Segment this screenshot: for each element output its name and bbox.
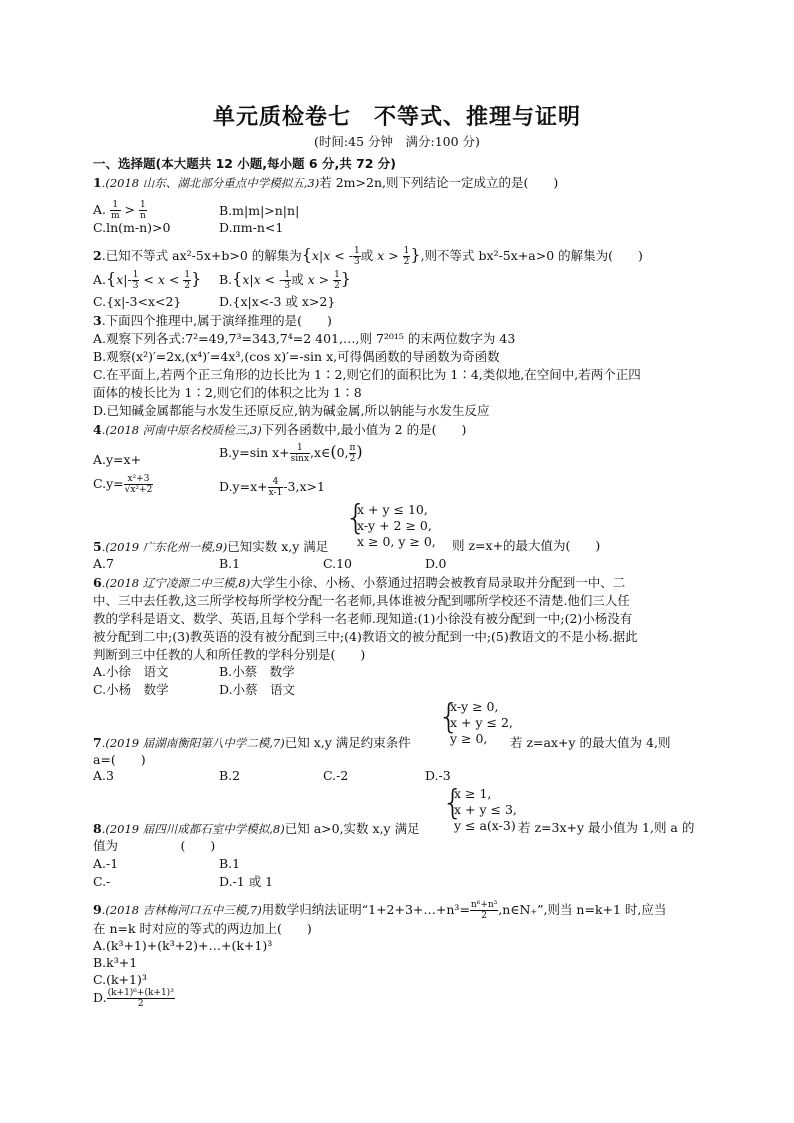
- question-5-tail: 则 z=x+的最大值为( ): [452, 538, 601, 553]
- q5-option-d: D.0: [425, 556, 447, 571]
- question-number: 5: [93, 539, 102, 554]
- q1-option-b: B.m|m|>n|n|: [219, 203, 300, 218]
- question-number: 4: [93, 422, 102, 437]
- q1-option-c: C.ln(m-n)>0: [93, 220, 171, 235]
- q6-option-b: B.小蔡 数学: [219, 664, 295, 679]
- q4-option-a: A.y=x+: [93, 452, 142, 467]
- option-tail: ,x∈: [310, 445, 331, 460]
- fraction-1-over-m: $\frac{1}{m}$: [111, 200, 120, 221]
- question-9: [93, 900, 713, 921]
- question-6: [93, 574, 705, 592]
- question-8: [93, 820, 443, 838]
- q5-constraint-2: x-y + 2 ≥ 0,: [357, 518, 432, 533]
- q7-constraint-2: x + y ≤ 2,: [450, 715, 513, 730]
- q7-option-d: D.-3: [425, 768, 451, 783]
- system-brace: {: [442, 783, 464, 823]
- question-source: .(2018 吉林梅河口五中三模,7): [101, 903, 262, 917]
- question-stem: 已知 a>0,实数 x,y 满足: [284, 821, 420, 836]
- q2-option-d: D.{x|x<-3 或 x>2}: [219, 294, 336, 309]
- option-text: C.y=: [93, 476, 124, 491]
- question-number: 2: [93, 248, 102, 263]
- q3-option-c-line2: 面体的棱长比为 1∶2,则它们的体积之比为 1∶8: [93, 385, 362, 400]
- question-number: 6: [93, 575, 102, 590]
- q5-option-a: A.7: [93, 556, 114, 571]
- q5-option-b: B.1: [219, 556, 241, 571]
- option-tail: -3,x>1: [283, 479, 325, 494]
- question-source: .(2019 届湖南衡阳第八中学二模,7): [101, 736, 285, 750]
- question-4: [93, 421, 705, 439]
- question-stem: 若 2m>2n,则下列结论一定成立的是( ): [319, 175, 559, 190]
- q6-option-d: D.小蔡 语文: [219, 682, 296, 697]
- question-source: .(2018 河南中原名校质检三,3): [101, 423, 262, 437]
- question-stem: .已知不等式 ax²-5x+b>0 的解集为: [101, 248, 302, 263]
- question-number: 3: [93, 313, 102, 328]
- question-7-answer-stem: a=( ): [93, 752, 146, 767]
- q2-option-c: C.{x|-3<x<2}: [93, 294, 182, 309]
- question-8-tail: 若 z=3x+y 最小值为 1,则 a 的: [518, 820, 695, 835]
- q8-constraint-3: y ≤ a(x-3): [454, 818, 516, 833]
- q7-option-a: A.3: [93, 768, 114, 783]
- q6-line-2: 中、三中去任教,这三所学校每所学校分配一名老师,具体谁被分配到哪所学校还不清楚.他们三人任: [93, 593, 630, 608]
- option-text: B.y=sin x+: [219, 445, 290, 460]
- question-source: .(2018 辽宁凌源二中三模,8): [101, 576, 251, 590]
- q2-option-b: B.{x|x < - $\frac{1}{3}$ 或 x > $\frac{1}{2}$ }: [219, 269, 351, 291]
- q8-option-b: B.1: [219, 856, 241, 871]
- question-source: .(2019 广东化州一模,9): [101, 540, 228, 554]
- question-source: .(2019 届四川成都石室中学模拟,8): [101, 822, 285, 836]
- q4-option-d: [219, 477, 325, 498]
- question-stem: 用数学归纳法证明“1+2+3+…+n³=: [261, 902, 470, 917]
- fraction: $\frac{\text{x²+3}}{\text{√x²+2}}$: [124, 474, 153, 495]
- question-number: 1: [93, 175, 102, 190]
- q5-option-c: C.10: [323, 556, 352, 571]
- question-9-line-2: 在 n=k 时对应的等式的两边加上( ): [93, 921, 312, 936]
- q1-option-d: D.πm-n<1: [219, 220, 284, 235]
- q9-option-c: C.(k+1)³: [93, 972, 147, 987]
- question-8-answer-stem: 值为 ( ): [93, 838, 216, 853]
- q3-option-c-line1: C.在平面上,若两个正三角形的边长比为 1∶2,则它们的面积比为 1∶4,类似地,在空间中,若两个正四: [93, 367, 641, 382]
- q7-constraint-3: y ≥ 0,: [450, 731, 488, 746]
- q8-option-c: C.-: [93, 874, 111, 889]
- q8-constraint-1: x ≥ 1,: [454, 786, 492, 801]
- q8-option-d: D.-1 或 1: [219, 874, 274, 889]
- question-3: [93, 312, 705, 330]
- q2-option-a: A.{x|- $\frac{1}{3}$ < x < $\frac{1}{2}$ }: [93, 269, 202, 291]
- question-number: 7: [93, 735, 102, 750]
- page-title: 单元质检卷七 不等式、推理与证明: [212, 105, 581, 130]
- question-5: [93, 538, 393, 556]
- question-1: [93, 174, 705, 192]
- system-brace: {: [438, 697, 460, 737]
- q9-option-a: A.(k³+1)+(k³+2)+…+(k+1)³: [93, 938, 273, 953]
- question-number: 8: [93, 821, 102, 836]
- option-text: D.y=x+: [219, 479, 268, 494]
- question-stem-tail: ,则不等式 bx²-5x+a>0 的解集为( ): [420, 248, 643, 263]
- question-number: 9: [93, 902, 102, 917]
- fraction: $\frac{4}{x-1}$: [268, 477, 283, 498]
- q4-option-b: B.y=sin x+ $\frac{1}{\sin x}$ ,x∈(0, $\frac{\pi}{2}$ ): [219, 442, 363, 464]
- q6-line-4: 被分配到二中;(3)教英语的没有被分配到三中;(4)教语文的被分配到一中;(5)教语文的不是小杨.据此: [93, 629, 638, 644]
- system-brace: {: [345, 498, 367, 538]
- q7-constraint-1: x-y ≥ 0,: [450, 699, 499, 714]
- question-source: .(2018 山东、湖北部分重点中学模拟五,3): [101, 176, 320, 190]
- q7-option-b: B.2: [219, 768, 241, 783]
- q5-constraint-1: x + y ≤ 10,: [357, 502, 428, 517]
- question-7-tail: 若 z=ax+y 的最大值为 4,则: [510, 735, 671, 750]
- question-stem: 大学生小徐、小杨、小蔡通过招聘会被教育局录取并分配到一中、二: [250, 575, 626, 590]
- q6-option-a: A.小徐 语文: [93, 664, 169, 679]
- page-subtitle: (时间:45 分钟 满分:100 分): [314, 134, 480, 149]
- q6-line-5: 判断到三中任教的人和所任教的学科分别是( ): [93, 647, 366, 662]
- fraction: $\frac{1}{\sin x}$: [290, 443, 310, 464]
- q3-option-d: D.已知碱金属都能与水发生还原反应,钠为碱金属,所以钠能与水发生反应: [93, 403, 490, 418]
- question-stem: 下列各函数中,最小值为 2 的是( ): [261, 422, 467, 437]
- q5-constraint-3: x ≥ 0, y ≥ 0,: [357, 534, 436, 549]
- q7-option-c: C.-2: [323, 768, 349, 783]
- q4-option-c: [93, 474, 153, 495]
- q8-option-a: A.-1: [93, 856, 119, 871]
- fraction: $\frac{\text{(k+1)⁶+(k+1)³}}{2}$: [107, 988, 174, 1009]
- question-2: 2.已知不等式 ax²-5x+b>0 的解集为{x|x < - $\frac{1}{3}$ 或 x > $\frac{1}{2}$ },则不等式 bx²-5x+a>0 的解集为( ): [93, 245, 643, 267]
- fraction: $\frac{\text{n⁶+n³}}{2}$: [470, 900, 498, 921]
- question-stem: .下面四个推理中,属于演绎推理的是( ): [101, 313, 332, 328]
- q6-line-3: 教的学科是语文、数学、英语,且每个学科一名老师.现知道:(1)小徐没有被分配到一中;(2)小杨没有: [93, 611, 633, 626]
- q3-option-a: A.观察下列各式:7²=49,7³=343,7⁴=2 401,…,则 7²⁰¹⁵ 的末两位数字为 43: [93, 331, 516, 346]
- question-7: [93, 734, 453, 752]
- q8-constraint-2: x + y ≤ 3,: [454, 802, 517, 817]
- section-heading: 一、选择题(本大题共 12 小题,每小题 6 分,共 72 分): [93, 156, 397, 171]
- q6-option-c: C.小杨 数学: [93, 682, 169, 697]
- question-stem: 已知 x,y 满足约束条件: [284, 735, 411, 750]
- question-stem: 已知实数 x,y 满足: [227, 539, 329, 554]
- q9-option-b: B.k³+1: [93, 955, 138, 970]
- q3-option-b: B.观察(x²)′=2x,(x⁴)′=4x³,(cos x)′=-sin x,可得偶函数的导函数为奇函数: [93, 349, 500, 364]
- option-text: D.: [93, 990, 107, 1005]
- q9-option-d: [93, 988, 175, 1009]
- question-stem-tail: ,n∈N₊”,则当 n=k+1 时,应当: [498, 902, 667, 917]
- q1-option-a: A. $\frac{1}{m}$ > $\frac{1}{n}$: [93, 200, 146, 221]
- option-label: A.: [93, 202, 107, 217]
- fraction-1-over-n: $\frac{1}{n}$: [139, 200, 146, 221]
